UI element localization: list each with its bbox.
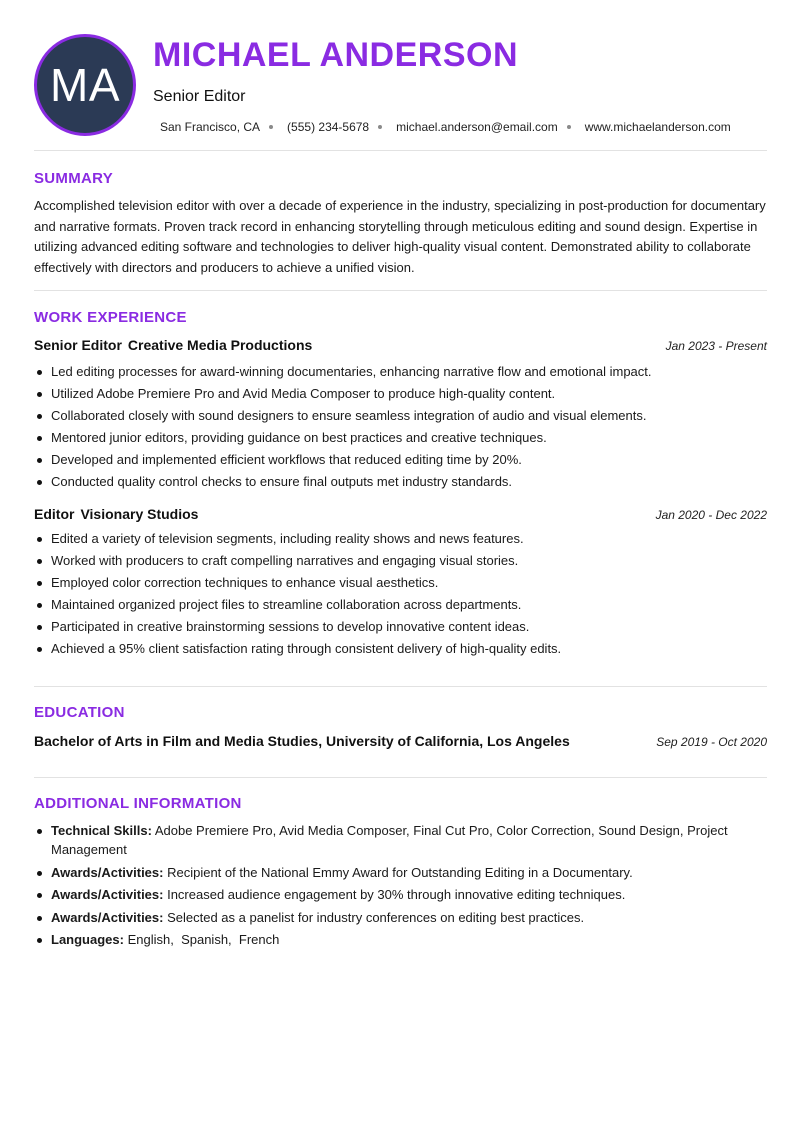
info-item [34,863,767,882]
summary-text: Accomplished television editor with over a decade of experience in the industry, specializing in post-production for documentary and narrative formats. Proven track record in enhancing storytelling through meticulous editing and sound design. Expertise in utilizing advanced editing software and technologies to deliver high-quality visual content. Demonstrated ability to collaborate effectively with directors and producers to achieve a unified vision. [34,198,766,275]
list-item: Mentored junior editors, providing guidance on best practices and creative techniques. [34,427,767,449]
education-dates: Sep 2019 - Oct 2020 [656,735,767,749]
info-item [34,885,767,904]
list-item: Collaborated closely with sound designers to ensure seamless integration of audio and visual elements. [34,405,767,427]
contact-location: San Francisco, CA [160,120,261,134]
job-role-line [34,337,312,353]
avatar [34,34,136,136]
job-role: Editor [34,506,75,522]
candidate-name: MICHAEL ANDERSON [153,36,519,74]
additional-info-list [34,821,767,953]
list-item: Utilized Adobe Premiere Pro and Avid Media Composer to produce high-quality content. [34,383,767,405]
list-item: Achieved a 95% client satisfaction rating through consistent delivery of high-quality edits. [34,638,767,660]
education-entry [34,733,767,749]
list-item: Led editing processes for award-winning documentaries, enhancing narrative flow and emotional impact. [34,361,767,383]
info-text: English, Spanish, French [127,932,280,947]
separator-dot-icon [269,125,273,129]
list-item: Developed and implemented efficient workflows that reduced editing time by 20%. [34,449,767,471]
contact-email[interactable]: michael.anderson@email.com [396,120,558,134]
section-divider [34,150,767,151]
contact-phone: (555) 234-5678 [287,120,370,134]
section-divider [34,290,767,291]
separator-dot-icon [378,125,382,129]
list-item: Worked with producers to craft compelling narratives and engaging visual stories. [34,550,767,572]
info-label: Awards/Activities: [51,887,164,902]
avatar-initials: MA [50,59,120,111]
job-company: Visionary Studios [80,506,199,522]
contact-line [160,120,731,134]
job-header [34,337,767,353]
info-item [34,908,767,927]
info-label: Awards/Activities: [51,909,164,925]
job-dates: Jan 2020 - Dec 2022 [655,508,767,522]
job-role-line [34,506,198,522]
section-divider [34,686,767,687]
section-divider [34,777,767,778]
additional-info-heading: ADDITIONAL INFORMATION [34,795,242,812]
summary-heading: SUMMARY [34,170,114,187]
info-label: Languages: [51,932,124,947]
list-item: Participated in creative brainstorming sessions to develop innovative content ideas. [34,616,767,638]
work-experience-heading: WORK EXPERIENCE [34,309,187,326]
info-item [34,821,767,859]
separator-dot-icon [567,125,571,129]
info-text: Recipient of the National Emmy Award for Outstanding Editing in a Documentary. [167,864,633,880]
info-label: Awards/Activities: [51,864,164,880]
info-item [34,930,767,949]
job-company: Creative Media Productions [127,337,313,353]
list-item: Edited a variety of television segments, including reality shows and news features. [34,528,767,550]
job-bullets [34,528,767,660]
candidate-title: Senior Editor [153,88,246,105]
education-heading: EDUCATION [34,704,125,721]
contact-website[interactable]: www.michaelanderson.com [584,120,731,134]
list-item: Maintained organized project files to streamline collaboration across departments. [34,594,767,616]
job-role: Senior Editor [34,337,122,353]
info-text: Increased audience engagement by 30% through innovative editing techniques. [167,887,626,902]
info-label: Technical Skills: [51,823,152,838]
list-item: Conducted quality control checks to ensure final outputs met industry standards. [34,471,767,493]
job-dates: Jan 2023 - Present [665,339,767,353]
job-bullets [34,361,767,493]
info-text: Adobe Premiere Pro, Avid Media Composer, Final Cut Pro, Color Correction, Sound Design, Project Management [51,823,728,857]
list-item: Employed color correction techniques to enhance visual aesthetics. [34,572,767,594]
education-degree: Bachelor of Arts in Film and Media Studies, University of California, Los Angeles [34,733,570,749]
info-text: Selected as a panelist for industry conferences on editing best practices. [167,909,585,925]
job-header [34,506,767,522]
